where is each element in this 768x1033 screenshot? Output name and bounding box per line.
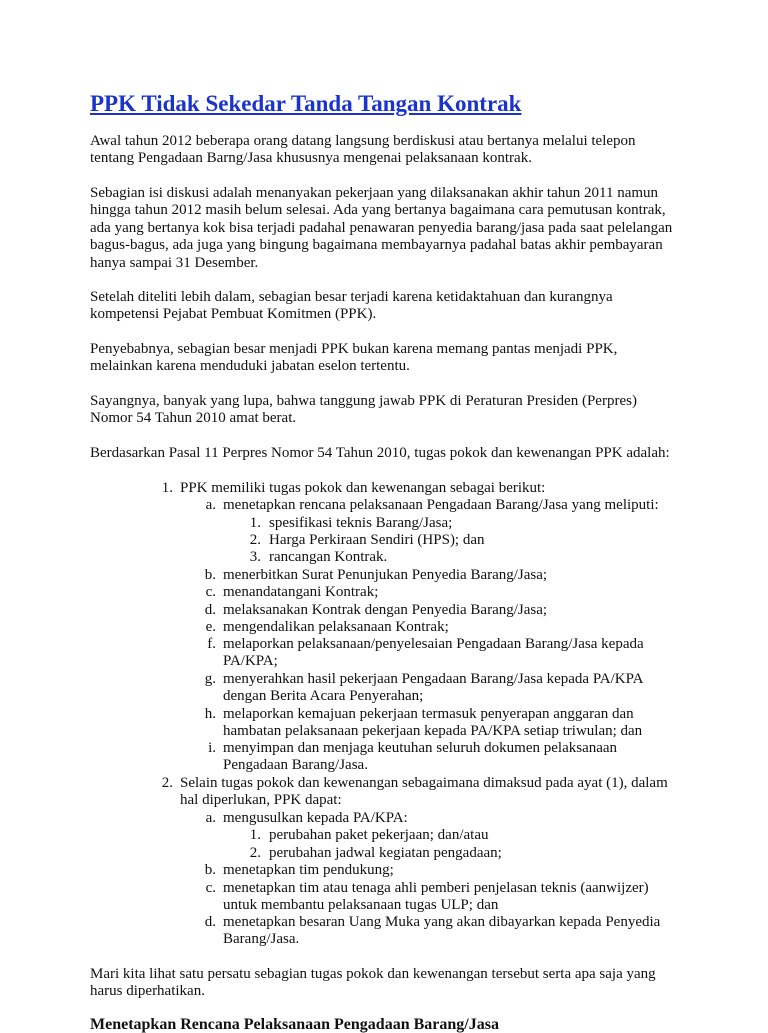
paragraph-responsibility	[90, 393, 686, 428]
list-item-text: Harga Perkiraan Sendiri (HPS); dan	[269, 532, 485, 548]
list-item-text: melaporkan kemajuan pekerjaan termasuk penyerapan anggaran dan	[223, 706, 634, 722]
paragraph-findings	[90, 289, 686, 324]
text-line: Sayangnya, banyak yang lupa, bahwa tanggung jawab PPK di Peraturan Presiden (Perpres)	[90, 393, 637, 409]
list-marker: g.	[204, 671, 216, 687]
list-item-text: melaporkan pelaksanaan/penyelesaian Pengadaan Barang/Jasa kepada	[223, 636, 644, 652]
list-item-text: menyerahkan hasil pekerjaan Pengadaan Barang/Jasa kepada PA/KPA	[223, 671, 644, 687]
list-item-text: PA/KPA;	[223, 653, 278, 669]
list-marker: a.	[205, 497, 216, 513]
text-line: Berdasarkan Pasal 11 Perpres Nomor 54 Tahun 2010, tugas pokok dan kewenangan PPK adalah:	[90, 445, 670, 461]
text-line: Penyebabnya, sebagian besar menjadi PPK bukan karena memang pantas menjadi PPK,	[90, 341, 618, 357]
list-marker: 3.	[249, 549, 261, 565]
list-marker: d.	[204, 602, 216, 618]
list-marker: 2.	[249, 845, 261, 861]
list-item-text: menerbitkan Surat Penunjukan Penyedia Barang/Jasa;	[223, 567, 548, 583]
list-marker: d.	[204, 914, 216, 930]
list-item-text: perubahan jadwal kegiatan pengadaan;	[269, 845, 502, 861]
list-item-text: menetapkan besaran Uang Muka yang akan dibayarkan kepada Penyedia	[223, 914, 661, 930]
list-item-text: rancangan Kontrak.	[269, 549, 388, 565]
list-item-text: mengendalikan pelaksanaan Kontrak;	[223, 619, 449, 635]
list-item-text: melaksanakan Kontrak dengan Penyedia Barang/Jasa;	[223, 602, 548, 618]
paragraph-discussion	[90, 185, 686, 272]
paragraph-intro	[90, 133, 686, 168]
text-line: Sebagian isi diskusi adalah menanyakan pekerjaan yang dilaksanakan akhir tahun 2011 namun	[90, 185, 659, 201]
list-marker: c.	[205, 880, 216, 896]
list-item-text: spesifikasi teknis Barang/Jasa;	[269, 515, 453, 531]
list-item-text: hambatan pelaksanaan pekerjaan kepada PA/KPA setiap triwulan; dan	[223, 723, 643, 739]
list-item-text: menetapkan rencana pelaksanaan Pengadaan Barang/Jasa yang meliputi:	[223, 497, 659, 513]
list-item-text: Barang/Jasa.	[223, 931, 300, 947]
list-marker: a.	[205, 810, 216, 826]
list-marker: 1.	[249, 515, 261, 531]
list-marker: 1.	[249, 827, 261, 843]
list-marker: 2.	[249, 532, 261, 548]
text-line: hingga tahun 2012 masih belum selesai. Ada yang bertanya bagaimana cara pemutusan kontrak,	[90, 202, 666, 219]
list-item-text: menetapkan tim atau tenaga ahli pemberi penjelasan teknis (aanwijzer)	[223, 880, 649, 896]
list-item-text: Pengadaan Barang/Jasa.	[223, 757, 368, 773]
list-marker: e.	[205, 619, 216, 635]
list-marker: b.	[204, 567, 216, 583]
list-item-text: dengan Berita Acara Penyerahan;	[223, 688, 424, 704]
list-marker: h.	[204, 706, 216, 722]
list-marker: 2.	[161, 775, 173, 791]
list-item-text: untuk membantu pelaksanaan tugas ULP; dan	[223, 897, 499, 913]
text-line: Mari kita lihat satu persatu sebagian tugas pokok dan kewenangan tersebut serta apa saja yang	[90, 966, 656, 982]
text-line: hanya sampai 31 Desember.	[90, 254, 259, 271]
list-item-text: menyimpan dan menjaga keutuhan seluruh dokumen pelaksanaan	[223, 740, 618, 756]
list-item-text: menandatangani Kontrak;	[223, 584, 379, 600]
list-item-text: menetapkan tim pendukung;	[223, 862, 394, 878]
text-line: tentang Pengadaan Barng/Jasa khususnya mengenai pelaksanaan kontrak.	[90, 150, 532, 167]
text-line: Nomor 54 Tahun 2010 amat berat.	[90, 410, 297, 427]
paragraph-basis	[90, 445, 686, 462]
list-item-text: PPK memiliki tugas pokok dan kewenangan sebagai berikut:	[180, 480, 546, 496]
page-title[interactable]: PPK Tidak Sekedar Tanda Tangan Kontrak	[90, 91, 522, 116]
list-item-text: perubahan paket pekerjaan; dan/atau	[269, 827, 489, 843]
list-marker: 1.	[161, 480, 173, 496]
paragraph-closing	[90, 966, 686, 1001]
paragraph-cause	[90, 341, 686, 376]
text-line: melainkan karena menduduki jabatan eselon tertentu.	[90, 358, 410, 375]
list-marker: f.	[207, 636, 216, 652]
section-heading: Menetapkan Rencana Pelaksanaan Pengadaan Barang/Jasa	[90, 1016, 499, 1033]
list-item-text: Selain tugas pokok dan kewenangan sebagaimana dimaksud pada ayat (1), dalam	[180, 775, 668, 791]
text-line: Awal tahun 2012 beberapa orang datang langsung berdiskusi atau bertanya melalui telepon	[90, 133, 636, 149]
text-line: kompetensi Pejabat Pembuat Komitmen (PPK).	[90, 306, 377, 323]
text-line: harus diperhatikan.	[90, 983, 205, 1000]
text-line: Setelah diteliti lebih dalam, sebagian besar terjadi karena ketidaktahuan dan kurangnya	[90, 289, 613, 305]
list-item-text: hal diperlukan, PPK dapat:	[180, 792, 342, 808]
list-marker: b.	[204, 862, 216, 878]
text-line: bagus-bagus, ada juga yang bingung bagaimana membayarnya padahal batas akhir pembayaran	[90, 237, 663, 254]
text-line: ada yang bertanya kok bisa terjadi padahal penawaran penyedia barang/jasa pada saat pelelangan	[90, 219, 673, 236]
list-marker: i.	[208, 740, 216, 756]
list-marker: c.	[205, 584, 216, 600]
list-item-text: mengusulkan kepada PA/KPA:	[223, 810, 408, 826]
